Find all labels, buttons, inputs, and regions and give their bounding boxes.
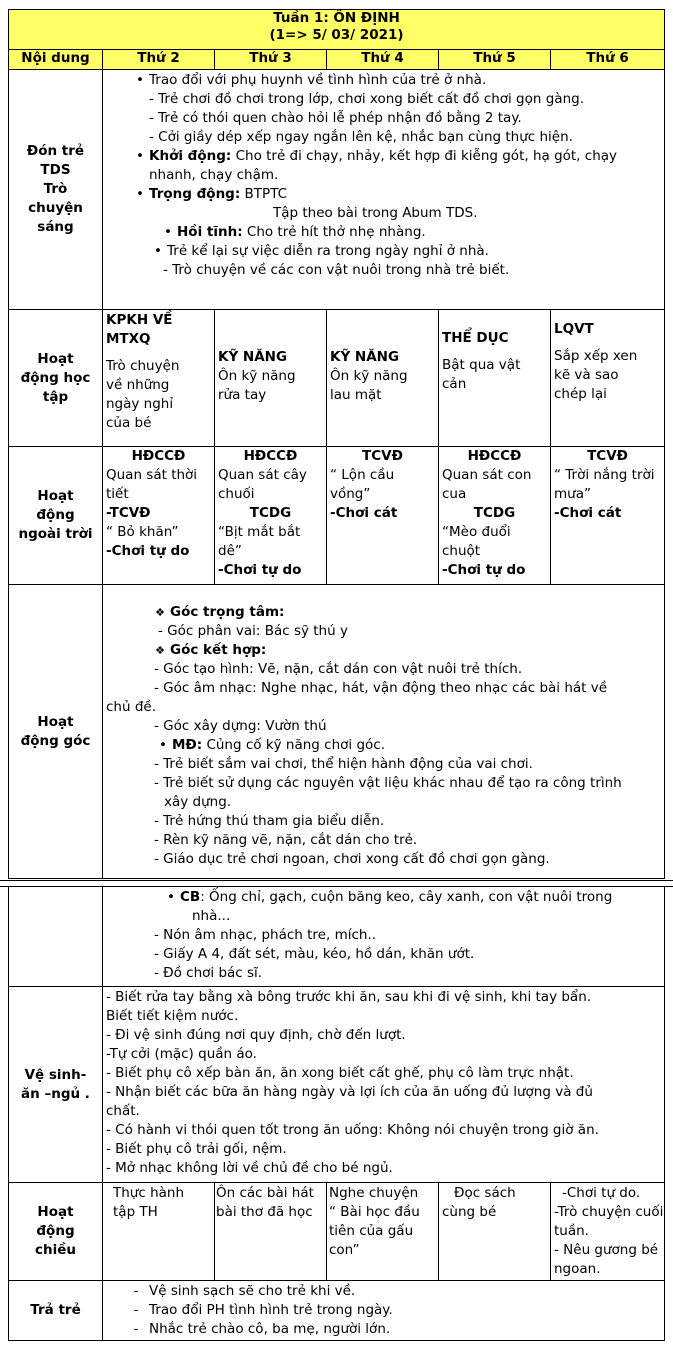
ngoai-troi-thu: HĐCCĐ Quan sát con cua TCDG “Mèo đuổi chuột -Chơi tự do xyxy=(439,447,551,585)
schedule-table-page-1 xyxy=(8,9,665,879)
label-empty xyxy=(9,887,103,987)
schedule-table-page-2 xyxy=(8,886,665,1341)
header-day-3: Thứ 3 xyxy=(215,50,327,70)
ngoai-troi-wed: TCVĐ “ Lộn cầu vồng” -Chơi cát xyxy=(327,447,439,585)
title-row xyxy=(9,10,665,50)
header-day-2: Thứ 2 xyxy=(103,50,215,70)
row-don-tre xyxy=(9,70,665,310)
ngoai-troi-mon: HĐCCĐ Quan sát thời tiết -TCVĐ “ Bỏ khăn” -Chơi tự do xyxy=(103,447,215,585)
hoc-cell-fri: LQVT Sắp xếp xen kẽ và sao chép lại xyxy=(551,310,665,447)
content-ve-sinh: - Biết rửa tay bằng xà bông trước khi ăn, sau khi đi vệ sinh, khi tay bẩn. Biết tiết kiệm nước. - Đi vệ sinh đúng nơi quy định, chờ đến lượt. -Tự cởi (mặc) quần áo. - Biết phụ cô xếp bàn ăn, ăn xong biết cất ghế, phụ cô làm trực nhật. - Nhận biết các bữa ăn hàng ngày và lợi ích của ăn uống đủ lượng và đủ chất. - Có hành vi thói quen tốt trong ăn uống: Không nói chuyện trong giờ ăn. - Biết phụ cô trải gối, nệm. - Mở nhạc không lời về chủ đề cho bé ngủ. xyxy=(103,987,665,1183)
row-ve-sinh xyxy=(9,987,665,1183)
header-day-5: Thứ 5 xyxy=(439,50,551,70)
chieu-wed: Nghe chuyện “ Bài học đầu tiên của gấu con” xyxy=(327,1183,439,1281)
label-chieu: Hoạt động chiều xyxy=(9,1183,103,1281)
chieu-fri: -Chơi tự do. -Trò chuyện cuối tuần. - Nêu gương bé ngoan. xyxy=(551,1183,665,1281)
hoc-cell-wed: KỸ NĂNG Ôn kỹ năng lau mặt xyxy=(327,310,439,447)
chieu-mon: Thực hành tập TH xyxy=(103,1183,215,1281)
hoc-cell-tue: KỸ NĂNG Ôn kỹ năng rửa tay xyxy=(215,310,327,447)
header-day-4: Thứ 4 xyxy=(327,50,439,70)
row-ngoai-troi xyxy=(9,447,665,585)
hoc-cell-thu: THỂ DỤC Bật qua vật cản xyxy=(439,310,551,447)
header-content: Nội dung xyxy=(9,50,103,70)
week-title-line2: (1=> 5/ 03/ 2021) xyxy=(269,27,404,43)
content-tra-tre: - Vệ sinh sạch sẽ cho trẻ khi về. - Trao đổi PH tình hình trẻ trong ngày. - Nhắc trẻ chào cô, ba mẹ, người lớn. xyxy=(103,1281,665,1341)
week-title-line1: Tuần 1: ỔN ĐỊNH xyxy=(273,10,400,26)
header-row xyxy=(9,50,665,70)
label-tra-tre: Trả trẻ xyxy=(9,1281,103,1341)
week-title xyxy=(9,10,665,50)
chieu-tue: Ôn các bài hát bài thơ đã học xyxy=(215,1183,327,1281)
label-ngoai-troi: Hoạt động ngoài trời xyxy=(9,447,103,585)
row-hoat-dong-goc xyxy=(9,585,665,879)
label-hoat-dong-hoc: Hoạt động học tập xyxy=(9,310,103,447)
ngoai-troi-tue: HĐCCĐ Quan sát cây chuối TCDG “Bịt mắt bắt dê” -Chơi tự do xyxy=(215,447,327,585)
content-cb: • CB: Ống chỉ, gạch, cuộn băng keo, cây xanh, con vật nuôi trong nhà... - Nón âm nhạc, phách tre, mích.. - Giấy A 4, đất sét, màu, kéo, hồ dán, khăn ướt. - Đồ chơi bác sĩ. xyxy=(103,887,665,987)
label-don-tre: Đón trẻ TDS Trò chuyện sáng xyxy=(9,70,103,310)
chieu-thu: Đọc sách cùng bé xyxy=(439,1183,551,1281)
content-hoat-dong-goc: ❖ Góc trọng tâm: - Góc phân vai: Bác sỹ thú y ❖ Góc kết hợp: - Góc tạo hình: Vẽ, nặn, cắt dán con vật nuôi trẻ thích. - Góc âm nhạc: Nghe nhạc, hát, vận động theo nhạc các bài hát về chủ đề. - Góc xây dựng: Vườn thú • MĐ: Củng cố kỹ năng chơi góc. - Trẻ biết sắm vai chơi, thể hiện hành động của vai chơi. - Trẻ biết sử dụng các nguyên vật liệu khác nhau để tạo ra công trình xây dựng. - Trẻ hứng thú tham gia biểu diễn. - Rèn kỹ năng vẽ, nặn, cắt dán cho trẻ. - Giáo dục trẻ chơi ngoan, chơi xong cất đồ chơi gọn gàng. xyxy=(103,585,665,879)
ngoai-troi-fri: TCVĐ “ Trời nắng trời mưa” -Chơi cát xyxy=(551,447,665,585)
content-don-tre: • Trao đổi với phụ huynh về tình hình của trẻ ở nhà. - Trẻ chơi đồ chơi trong lớp, chơi xong biết cất đồ chơi gọn gàng. - Trẻ có thói quen chào hỏi lễ phép nhận đồ bằng 2 tay. - Cởi giầy dép xếp ngay ngắn lên kệ, nhắc bạn cùng thực hiện. • Khởi động: Cho trẻ đi chạy, nhảy, kết hợp đi kiễng gót, hạ gót, chạy nhanh, chạy chậm. • Trọng động: BTPTC Tập theo bài trong Abum TDS. • Hồi tĩnh: Cho trẻ hít thở nhẹ nhàng. • Trẻ kể lại sự việc diễn ra trong ngày nghỉ ở nhà. - Trò chuyện về các con vật nuôi trong nhà trẻ biết. xyxy=(103,70,665,310)
row-chieu xyxy=(9,1183,665,1281)
label-hoat-dong-goc: Hoạt động góc xyxy=(9,585,103,879)
label-ve-sinh: Vệ sinh- ăn –ngủ . xyxy=(9,987,103,1183)
row-hoat-dong-hoc xyxy=(9,310,665,447)
hoc-cell-mon: KPKH VỀ MTXQ Trò chuyện về những ngày nghỉ của bé xyxy=(103,310,215,447)
row-tra-tre xyxy=(9,1281,665,1341)
row-hoat-dong-goc-cont xyxy=(9,887,665,987)
header-day-6: Thứ 6 xyxy=(551,50,665,70)
